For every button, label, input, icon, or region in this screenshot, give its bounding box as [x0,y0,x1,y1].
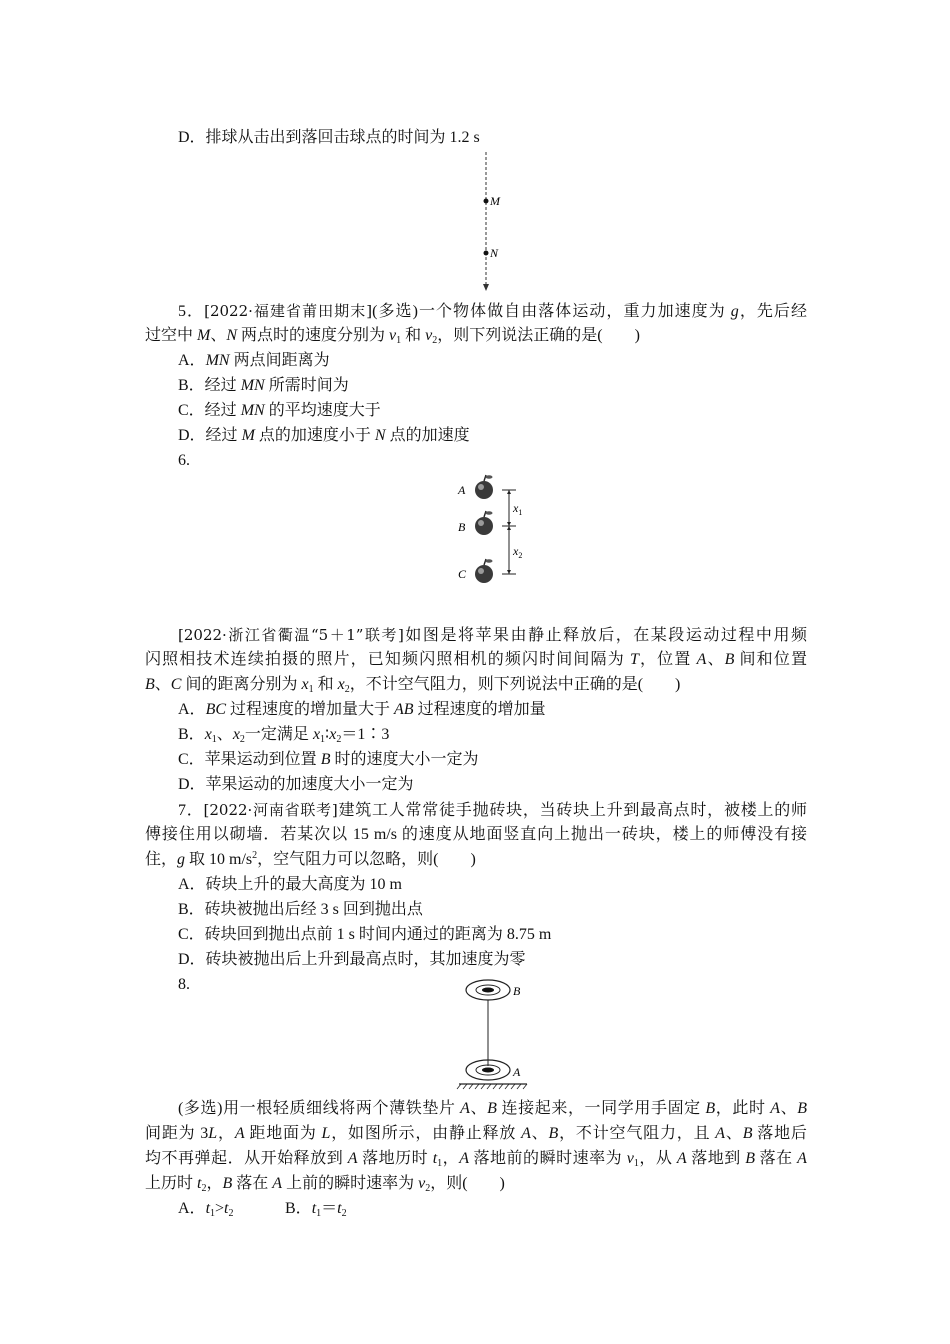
q7-option-d: D．砖块被抛出后上升到最高点时，其加速度为零 [178,951,526,968]
q6-option-b: B．$x_1$、$x_2$一定满足 $x_1∶x_2=1∶3$ [178,726,390,745]
q7-stem-line2: 傅接住用以砌墙．若某次以 15 m/s 的速度从地面竖直向上抛出一砖块，楼上的师傅没有接 [145,826,807,843]
apple-icon [475,559,493,583]
label-c: C [458,567,467,581]
q7-stem-line1: 7．[2022·河南省联考]建筑工人常常徒手抛砖块，当砖块上升到最高点时，被楼上的师 [178,801,807,819]
q8-option-a: A．$t_1>t_2$ [178,1200,234,1219]
apple-icon [475,511,493,535]
figure-mn-free-fall [470,150,520,295]
q5-option-c: C．经过 MN 的平均速度大于 [178,402,381,419]
q8-stem-line3: 均不再弹起．从开始释放到 A 落地历时 $t_1$，A 落地前的瞬时速率为 $v_1$，从 A 落地到 B 落在 A [145,1150,807,1169]
q5-stem-line1: 5．[2022·福建省莆田期末](多选)一个物体做自由落体运动，重力加速度为 g，先后经 [178,302,807,320]
q8-stem-line2: 间距为 3L，A 距地面为 L，如图所示，由静止释放 A、B，不计空气阻力，且 A、B 落地后 [145,1125,807,1142]
q6-number: 6. [178,452,190,469]
q6-stem-line3: B、C 间的距离分别为 $x_1$ 和 $x_2$，不计空气阻力，则下列说法中正确的是( ) [145,676,681,695]
q6-stem-line2: 闪照相技术连续拍摄的照片，已知频闪照相机的频闪时间间隔为 T，位置 A、B 间和位置 [145,651,807,668]
q5-stem-line2: 过空中 M、N 两点时的速度分别为 $v_1$ 和 $v_2$，则下列说法正确的是( ) [145,327,640,346]
label-b: B [458,520,466,534]
figure-washers-string [455,972,545,1090]
label-x1: $x_1$ [513,501,523,517]
q5-option-a: A．MN 两点间距离为 [178,352,330,369]
q6-option-d: D．苹果运动的加速度大小一定为 [178,776,414,793]
q7-option-a: A．砖块上升的最大高度为 10 m [178,876,403,893]
q8-number: 8. [178,976,190,993]
label-a: A [458,483,466,497]
q6-option-a: A．BC 过程速度的增加量大于 AB 过程速度的增加量 [178,701,546,718]
q5-option-b: B．经过 MN 所需时间为 [178,377,349,394]
figure-apples-strobe [450,470,540,590]
q8-stem-line4: 上历时 $t_2$，B 落在 A 上前的瞬时速率为 $v_2$，则( ) [145,1175,505,1194]
label-x2: $x_2$ [513,544,523,560]
label-b: B [513,984,521,998]
q8-option-b: B．$t_1=t_2$ [285,1200,347,1219]
apple-icon [475,475,493,499]
label-n: N [490,246,499,260]
label-a: A [513,1065,521,1079]
q6-stem-line1: [2022·浙江省衢温“5＋1”联考]如图是将苹果由静止释放后，在某段运动过程中用频 [178,626,807,644]
q5-option-d: D．经过 M 点的加速度小于 N 点的加速度 [178,427,470,444]
label-m: M [490,194,500,208]
q6-option-c: C．苹果运动到位置 B 时的速度大小一定为 [178,751,479,768]
q4-option-d: D．排球从击出到落回击球点的时间为 1.2 s [178,129,480,146]
q7-option-c: C．砖块回到抛出点前 1 s 时间内通过的距离为 8.75 m [178,926,552,943]
q7-stem-line3: 住，g 取 10 $m/s^2$，空气阻力可以忽略，则( ) [145,850,476,868]
q8-stem-line1: (多选)用一根轻质细线将两个薄铁垫片 A、B 连接起来，一同学用手固定 B，此时 A、B [178,1100,807,1117]
q7-option-b: B．砖块被抛出后经 3 s 回到抛出点 [178,901,423,918]
